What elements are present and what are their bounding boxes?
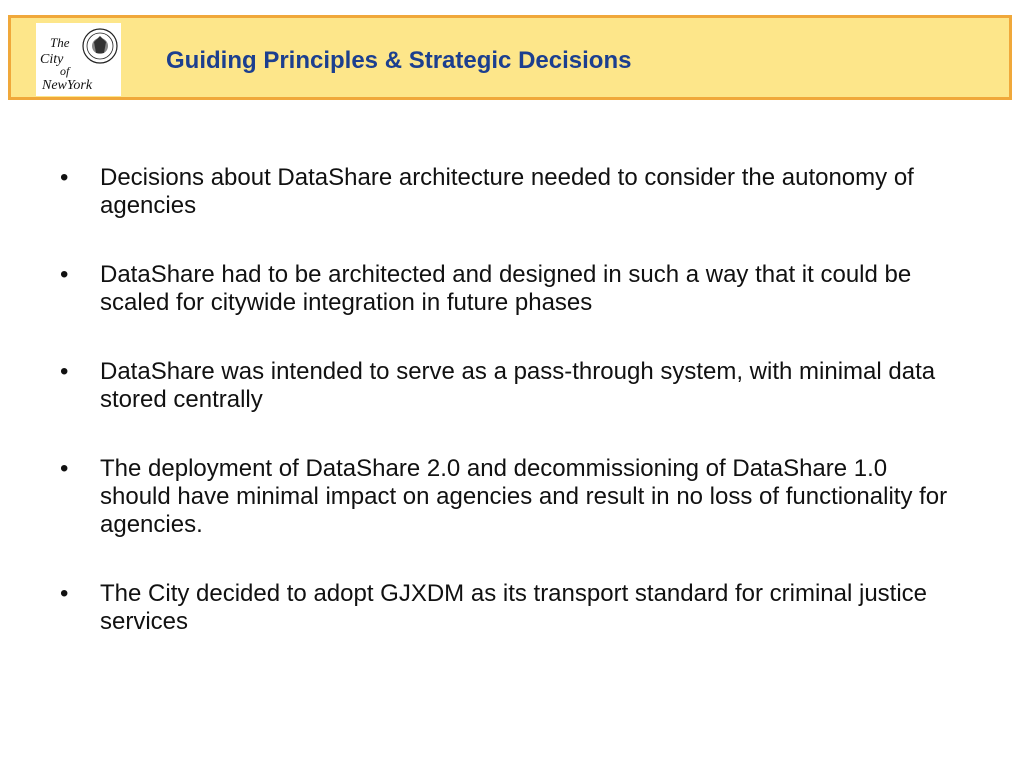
svg-text:of: of bbox=[60, 64, 70, 78]
svg-text:NewYork: NewYork bbox=[42, 78, 93, 93]
bullet-marker: • bbox=[60, 358, 69, 385]
bullet-list bbox=[60, 164, 960, 677]
bullet-marker: • bbox=[60, 455, 69, 482]
bullet-text: DataShare was intended to serve as a pass-through system, with minimal data stored centrally bbox=[100, 358, 936, 413]
bullet-marker: • bbox=[60, 261, 69, 288]
city-seal-icon bbox=[36, 23, 121, 96]
page-title: Guiding Principles & Strategic Decisions bbox=[166, 47, 632, 74]
bullet-text: Decisions about DataShare architecture needed to consider the autonomy of agencies bbox=[100, 164, 914, 219]
bullet-text: The deployment of DataShare 2.0 and decommissioning of DataShare 1.0 should have minimal impact on agencies and result in no loss of functionality for agencies. bbox=[100, 455, 948, 538]
svg-text:City: City bbox=[40, 52, 64, 67]
list-item bbox=[60, 358, 960, 414]
bullet-text: The City decided to adopt GJXDM as its transport standard for criminal justice services bbox=[100, 580, 928, 635]
list-item bbox=[60, 455, 960, 539]
list-item bbox=[60, 580, 960, 636]
bullet-text: DataShare had to be architected and designed in such a way that it could be scaled for citywide integration in future phases bbox=[100, 261, 912, 316]
header-banner bbox=[8, 15, 1012, 100]
list-item bbox=[60, 164, 960, 220]
svg-text:The: The bbox=[50, 35, 70, 50]
bullet-marker: • bbox=[60, 164, 69, 191]
city-of-new-york-logo bbox=[36, 23, 121, 96]
bullet-marker: • bbox=[60, 580, 69, 607]
list-item bbox=[60, 261, 960, 317]
